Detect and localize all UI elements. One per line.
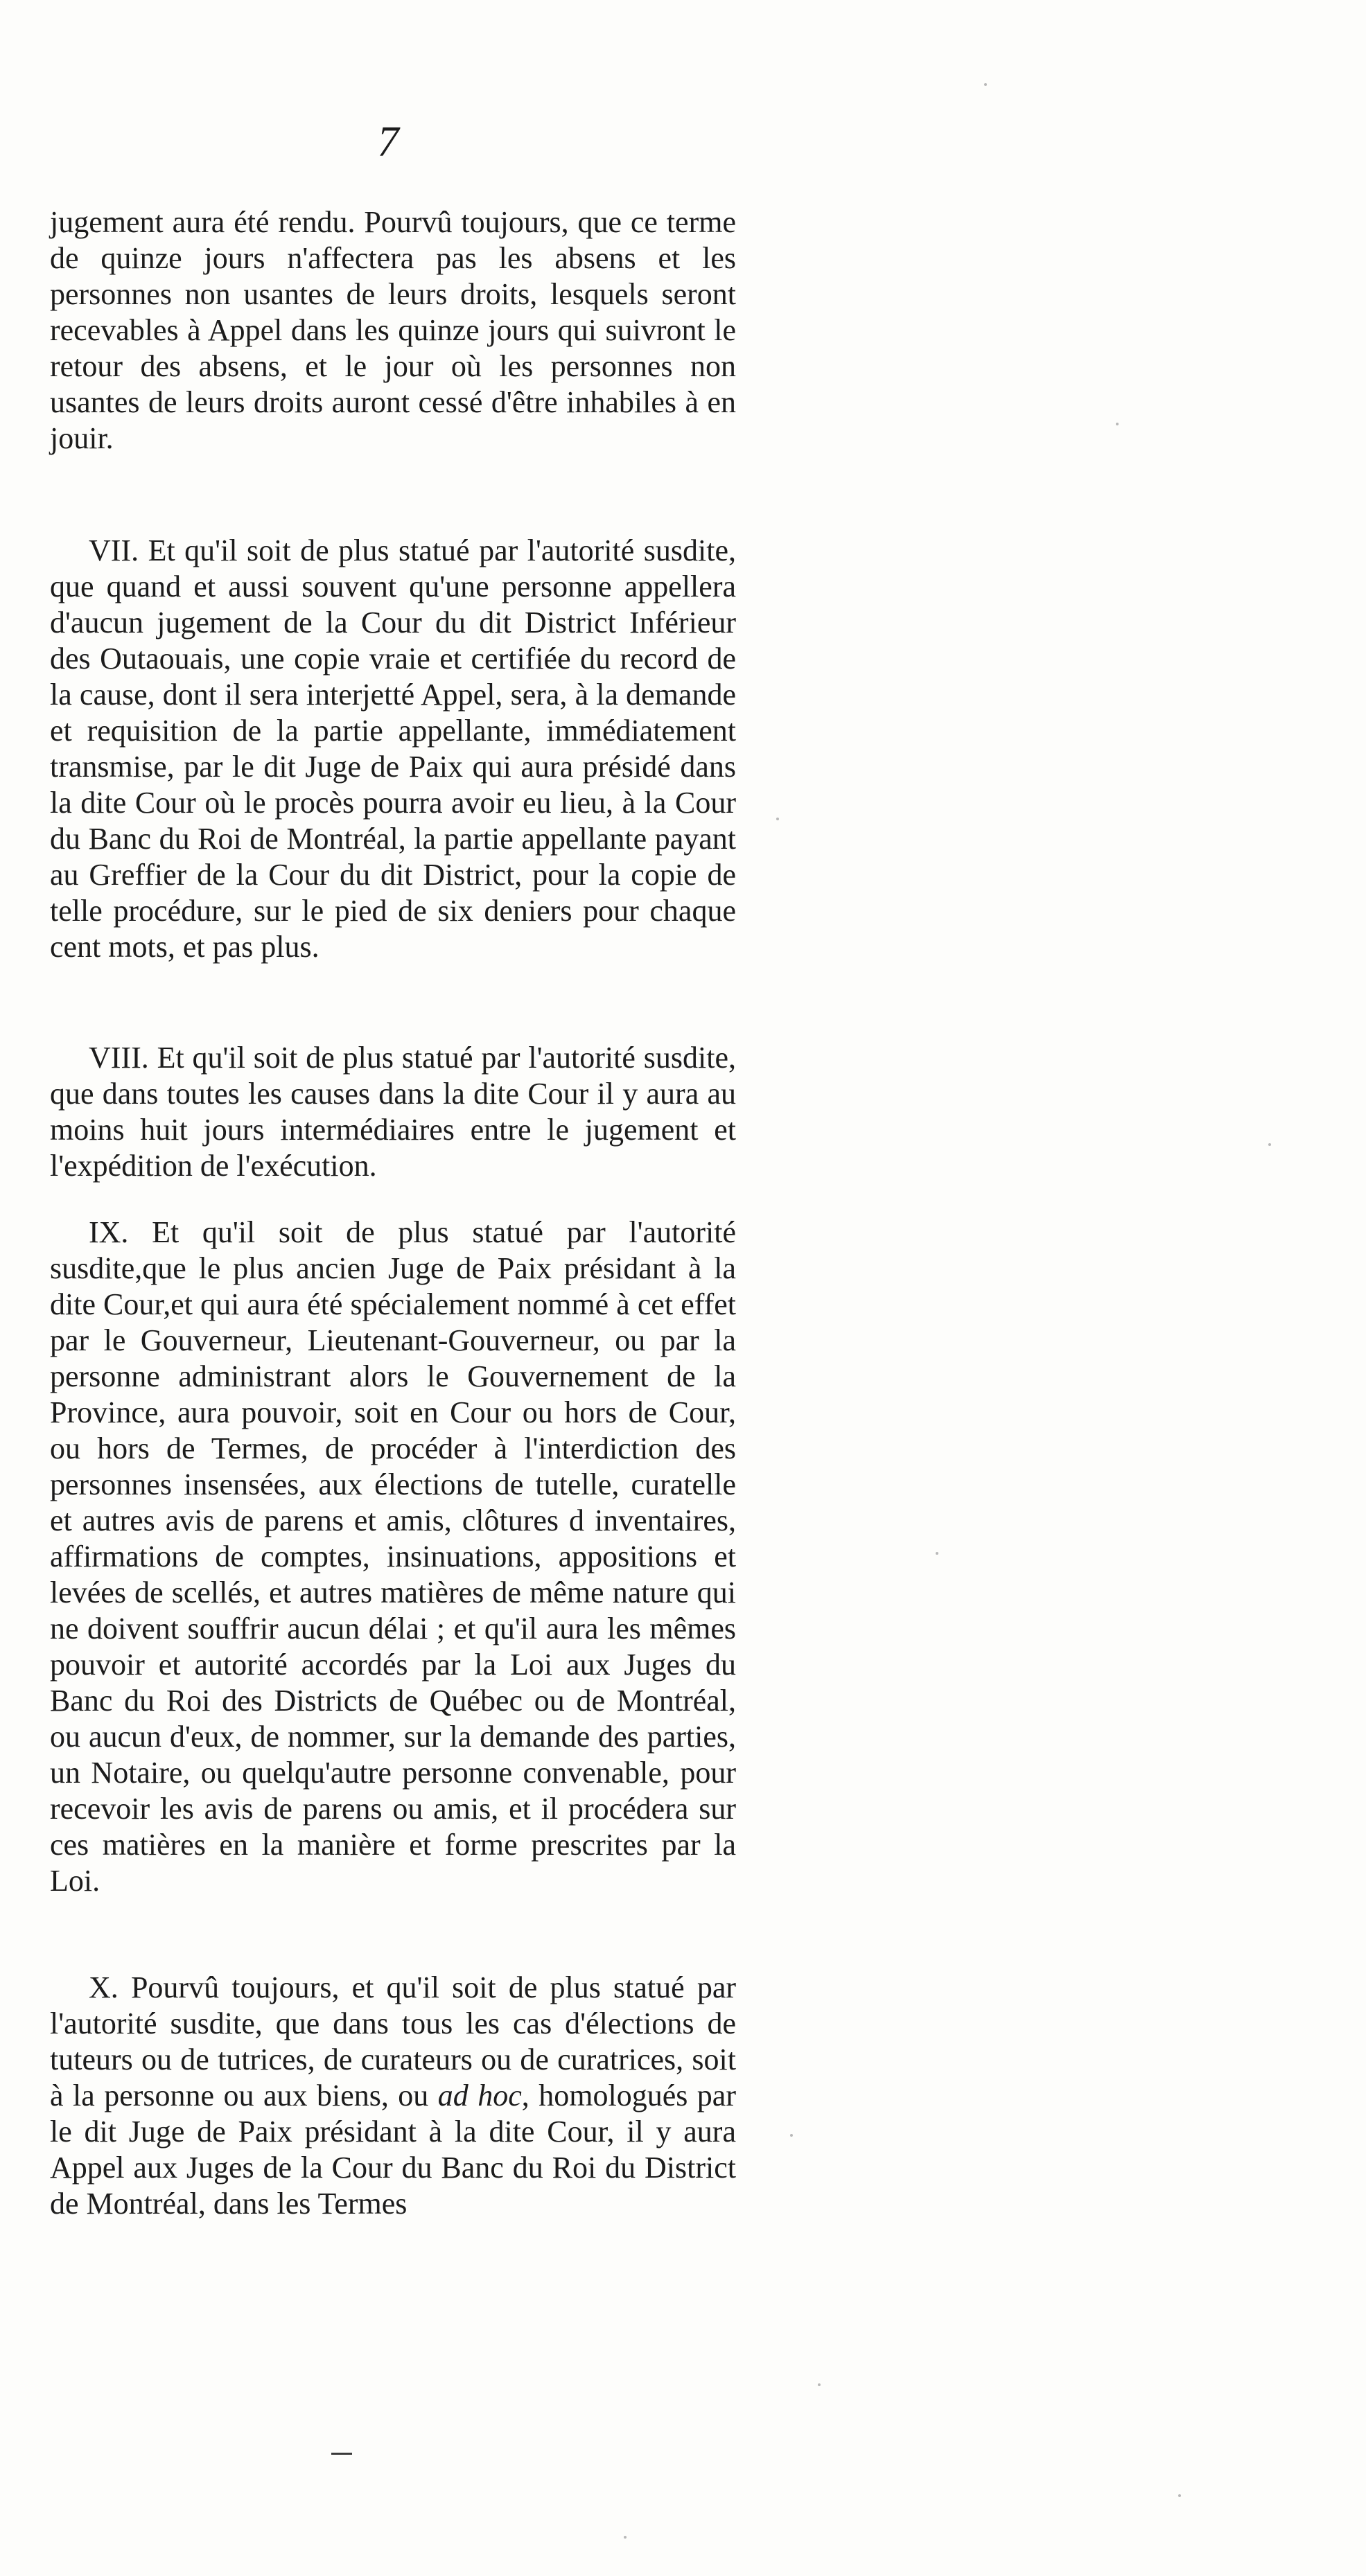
section-x-text-start: X. Pourvû toujours, et qu'il soit de plus statué par l'autorité susdite, que dans tous les cas d'élections de tuteurs ou de tutrices, de curateurs ou de curatrices, soit à la personne ou aux biens, ou [50, 1970, 736, 2112]
paragraph-section-vii: VII. Et qu'il soit de plus statué par l'autorité susdite, que quand et aussi souvent qu'une personne appellera d'aucun jugement de la Cour du dit District Inférieur des Outaouais, une copie vraie et certifiée du record de la cause, dont il sera interjetté Appel, sera, à la demande et requisition de la partie appellante, immédiatement transmise, par le dit Juge de Paix qui aura présidé dans la dite Cour où le procès pourra avoir eu lieu, à la Cour du Banc du Roi de Montréal, la partie appellante payant au Greffier de la Cour du dit District, pour la copie de telle procédure, sur le pied de six deniers pour chaque cent mots, et pas plus. [50, 533, 736, 964]
paragraph-section-x [50, 1970, 736, 2222]
scan-speck [984, 83, 987, 86]
scan-speck [1116, 423, 1119, 425]
scan-speck [1268, 1143, 1271, 1146]
scan-speck [776, 818, 779, 820]
paragraph-section-viii: VIII. Et qu'il soit de plus statué par l'autorité susdite, que dans toutes les causes dans la dite Cour il y aura au moins huit jours intermédiaires entre le jugement et l'expédition de l'exécution. [50, 1041, 736, 1183]
text-column [50, 204, 736, 2222]
section-x-italic-term: ad hoc [437, 2079, 522, 2112]
page-number: 7 [377, 118, 399, 166]
scan-speck [936, 1552, 938, 1555]
scan-speck [1178, 2494, 1181, 2497]
scan-speck [790, 2134, 793, 2137]
scan-speck [818, 2383, 821, 2386]
paragraph-section-ix: IX. Et qu'il soit de plus statué par l'autorité susdite,que le plus ancien Juge de Paix présidant à la dite Cour,et qui aura été spécialement nommé à cet effet par le Gouverneur, Lieutenant-Gouverneur, ou par la personne administrant alors le Gouvernement de la Province, aura pouvoir, soit en Cour ou hors de Cour, ou hors de Termes, de procéder à l'interdiction des personnes insensées, aux élections de tutelle, curatelle et autres avis de parens et amis, clôtures d inventaires, affirmations de comptes, insinuations, appositions et levées de scellés, et autres matières de même nature qui ne doivent souffrir aucun délai ; et qu'il aura les mêmes pouvoir et autorité accordés par la Loi aux Juges du Banc du Roi des Districts de Québec ou de Montréal, ou aucun d'eux, de nommer, sur la demande des parties, un Notaire, ou quelqu'autre personne convenable, pour recevoir les avis de parens ou amis, et il procédera sur ces matières en la manière et forme prescrites par la Loi. [50, 1215, 736, 1898]
scan-speck [624, 2536, 627, 2539]
footer-rule [331, 2453, 352, 2455]
paragraph-continuation: jugement aura été rendu. Pourvû toujours, que ce terme de quinze jours n'affectera pas les absens et les personnes non usantes de leurs droits, lesquels seront recevables à Appel dans les quinze jours qui suivront le retour des absens, et le jour où les personnes non usantes de leurs droits auront cessé d'être inhabiles à en jouir. [50, 205, 736, 455]
section-x-text-end: , homologués par le dit Juge de Paix présidant à la dite Cour, il y aura Appel aux Juges de la Cour du Banc du Roi du District de Montréal, dans les Termes [50, 2079, 736, 2221]
